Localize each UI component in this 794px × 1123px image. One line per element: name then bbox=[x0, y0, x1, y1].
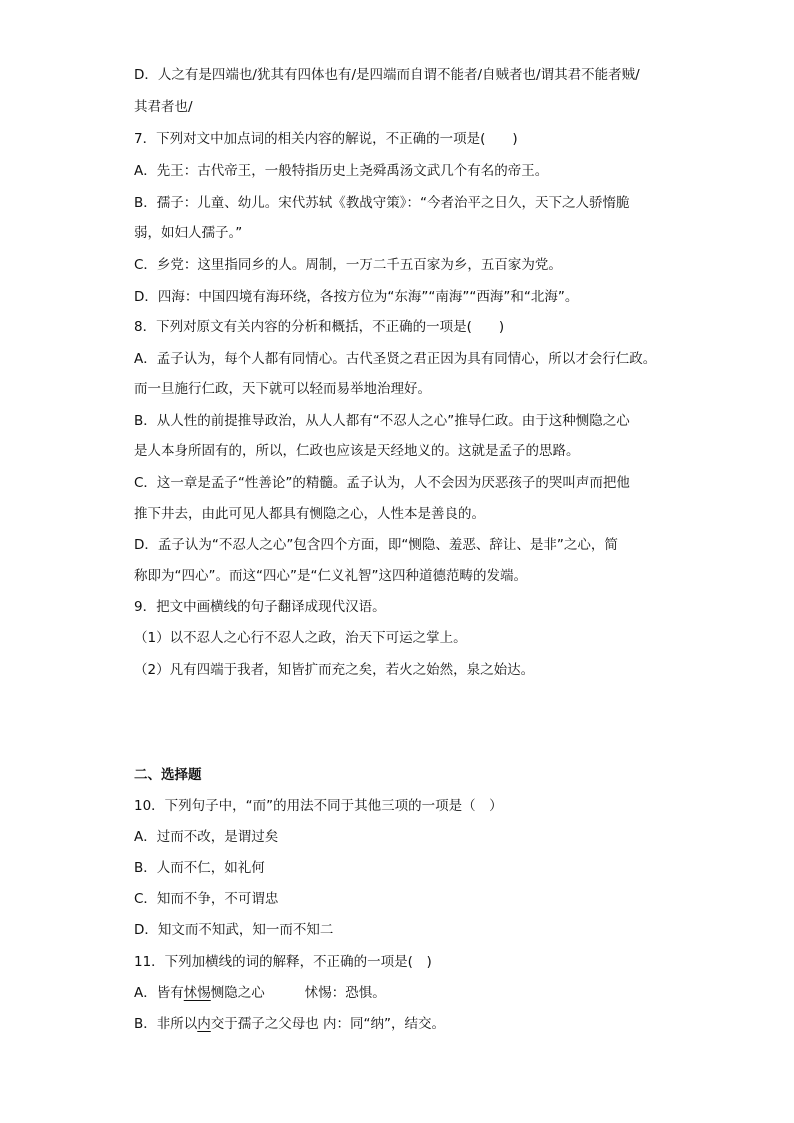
q8-option-a-cont: 而一旦施行仁政，天下就可以轻而易举地治理好。 bbox=[134, 381, 431, 397]
line-1: D．人之有是四端也/犹其有四体也有/是四端而自谓不能者/自贼者也/谓其君不能者贼/ bbox=[134, 67, 640, 83]
q8-option-d-cont: 称即为“四心”。而这“四心”是“仁义礼智”这四种道德范畴的发端。 bbox=[134, 568, 527, 584]
q8-option-b-cont: 是人本身所固有的，所以，仁政也应该是天经地义的。这就是孟子的思路。 bbox=[134, 443, 580, 459]
q8-option-a: A．孟子认为，每个人都有同情心。古代圣贤之君正因为具有同情心，所以才会行仁政。 bbox=[134, 351, 657, 367]
q7-option-c: C．乡党：这里指同乡的人。周制，一万二千五百家为乡，五百家为党。 bbox=[134, 257, 562, 273]
q9-item-2: （2）凡有四端于我者，知皆扩而充之矣，若火之始然，泉之始达。 bbox=[134, 662, 535, 678]
q8-option-c: C．这一章是孟子“性善论”的精髓。孟子认为，人不会因为厌恶孩子的哭叫声而把他 bbox=[134, 475, 630, 491]
q11-a-prefix: A．皆有 bbox=[134, 985, 184, 1001]
q10-option-c: C．知而不争，不可谓忠 bbox=[134, 891, 279, 907]
q9-item-1: （1）以不忍人之心行不忍人之政，治天下可运之掌上。 bbox=[134, 630, 467, 646]
question-8: 8．下列对原文有关内容的分析和概括，不正确的一项是( ) bbox=[134, 319, 505, 335]
q7-option-a: A．先王：古代帝王，一般特指历史上尧舜禹汤文武几个有名的帝王。 bbox=[134, 163, 549, 179]
q11-option-a bbox=[134, 984, 386, 1002]
q11-b-word: 内 bbox=[197, 1016, 211, 1032]
q11-b-rest: 交于孺子之父母也 内：同“纳”，结交。 bbox=[210, 1016, 446, 1032]
q7-option-b-cont: 弱，如妇人孺子。” bbox=[134, 225, 243, 241]
q8-option-d: D．孟子认为“不忍人之心”包含四个方面，即“恻隐、羞恶、辞让、是非”之心，简 bbox=[134, 537, 618, 553]
q11-b-prefix: B．非所以 bbox=[134, 1016, 198, 1032]
q11-a-gloss: 怵惕：恐惧。 bbox=[304, 985, 386, 1001]
question-9: 9．把文中画横线的句子翻译成现代汉语。 bbox=[134, 599, 386, 615]
q11-option-b bbox=[134, 1015, 445, 1033]
question-10: 10．下列句子中，“而”的用法不同于其他三项的一项是（ ） bbox=[134, 798, 503, 814]
line-2: 其君者也/ bbox=[134, 99, 193, 115]
q7-option-b: B．孺子：儿童、幼儿。宋代苏轼《教战守策》：“今者治平之日久，天下之人骄惰脆 bbox=[134, 195, 630, 211]
q7-option-d: D．四海：中国四境有海环绕，各按方位为“东海”“南海”“西海”和“北海”。 bbox=[134, 289, 579, 305]
question-7: 7．下列对文中加点词的相关内容的解说，不正确的一项是( ) bbox=[134, 131, 518, 147]
q10-option-a: A．过而不改，是谓过矣 bbox=[134, 829, 279, 845]
q11-a-word: 怵惕 bbox=[183, 985, 211, 1001]
q10-option-d: D．知文而不知武，知一而不知二 bbox=[134, 922, 334, 938]
q8-option-b: B．从人性的前提推导政治，从人人都有“不忍人之心”推导仁政。由于这种恻隐之心 bbox=[134, 413, 630, 429]
section-2-title: 二、选择题 bbox=[134, 767, 202, 783]
q10-option-b: B．人而不仁，如礼何 bbox=[134, 860, 265, 876]
q8-option-c-cont: 推下井去，由此可见人都具有恻隐之心，人性本是善良的。 bbox=[134, 506, 485, 522]
question-11: 11．下列加横线的词的解释，不正确的一项是( ) bbox=[134, 954, 432, 970]
q11-a-rest: 恻隐之心 bbox=[210, 985, 265, 1001]
